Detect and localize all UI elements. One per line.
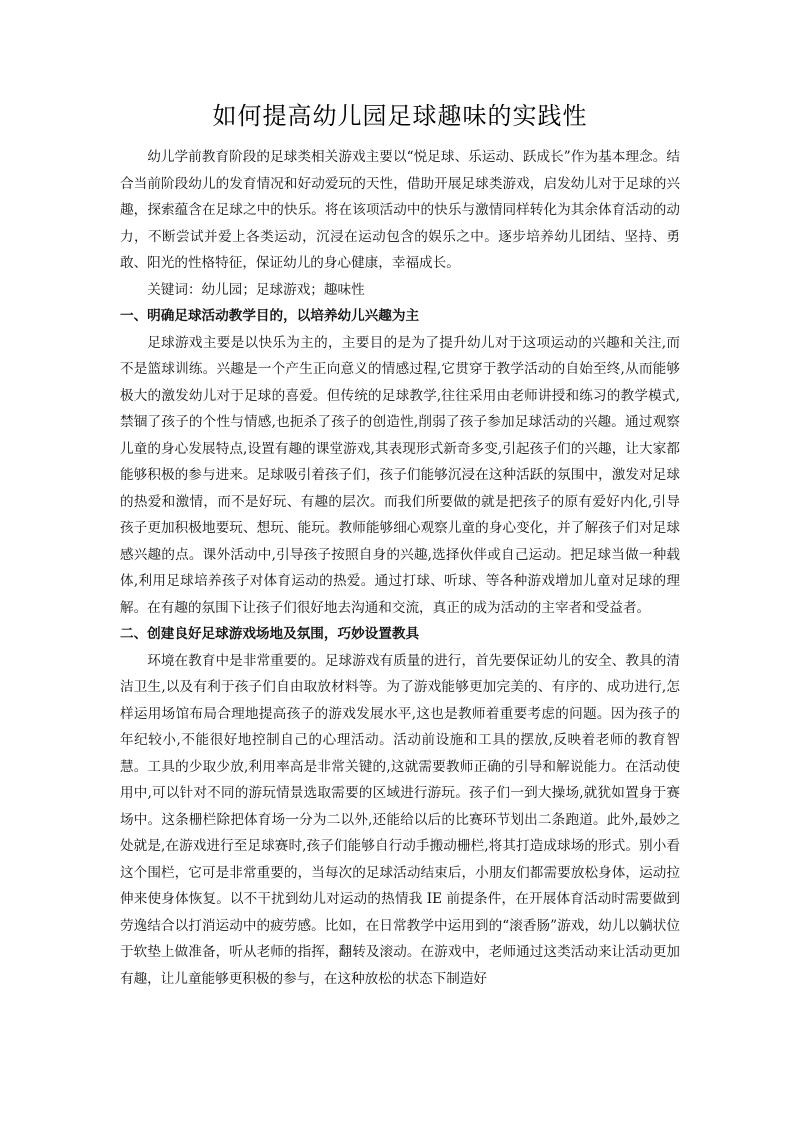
section2-body: 环境在教育中是非常重要的。足球游戏有质量的进行，首先要保证幼儿的安全、教具的清洁卫生,以及有利于孩子们自由取放材料等。为了游戏能够更加完美的、有序的、成功进行,怎样运用场馆布局合理地提高孩子的游戏发展水平,这也是教师着重要考虑的问题。因为孩子的年纪较小,不能很好地控制自己的心理活动。活动前设施和工具的摆放,反映着老师的教育智慧。工具的少取少放,利用率高是非常关键的,这就需要教师正确的引导和解说能力。在活动使用中,可以针对不同的游玩情景选取需要的区域进行游玩。孩子们一到大操场,就犹如置身于赛场中。这条栅栏除把体育场一分为二以外,还能给以后的比赛环节划出二条跑道。此外,最妙之处就是,在游戏进行至足球赛时,孩子们能够自行动手搬动栅栏,将其打造成球场的形式。别小看这个围栏，它可是非常重要的，当每次的足球活动结束后，小朋友们都需要放松身体，运动拉伸来使身体恢复。以不干扰到幼儿对运动的热情我 IE 前提条件，在开展体育活动时需要做到劳逸结合以打消运动中的疲劳感。比如，在日常教学中运用到的“滚香肠”游戏，幼儿以躺状位于软垫上做准备，听从老师的指挥，翻转及滚动。在游戏中，老师通过这类活动来让活动更加有趣，让儿童能够更积极的参与，在这种放松的状态下制造好: [120, 652, 680, 987]
keywords-line: 关键词：幼儿园；足球游戏；趣味性: [147, 281, 365, 298]
section2-heading: 二、创建良好足球游戏场地及氛围，巧妙设置教具: [120, 626, 420, 642]
document-page: [120, 98, 680, 992]
section1-body: 足球游戏主要是以快乐为主的，主要目的是为了提升幼儿对于这项运动的兴趣和关注,而不是篮球训练。兴趣是一个产生正向意义的情感过程,它贯穿于教学活动的自始至终,从而能够极大的激发幼儿对于足球的喜爱。但传统的足球教学,往往采用由老师讲授和练习的教学模式,禁锢了孩子的个性与情感,也扼杀了孩子的创造性,削弱了孩子参加足球活动的兴趣。通过观察儿童的身心发展特点,设置有趣的课堂游戏,其表现形式新奇多变,引起孩子们的兴趣，让大家都能够积极的参与进来。足球吸引着孩子们，孩子们能够沉浸在这种活跃的氛围中，激发对足球的热爱和激情，而不是好玩、有趣的层次。而我们所要做的就是把孩子的原有爱好内化,引导孩子更加积极地要玩、想玩、能玩。教师能够细心观察儿童的身心变化，并了解孩子们对足球感兴趣的点。课外活动中,引导孩子按照自身的兴趣,选择伙伴或自己运动。把足球当做一种载体,利用足球培养孩子对体育运动的热爱。通过打球、听球、等各种游戏增加儿童对足球的理解。在有趣的氛围下让孩子们很好地去沟通和交流，真正的成为活动的主宰者和受益者。: [120, 334, 680, 616]
document-title: 如何提高幼儿园足球趣味的实践性: [212, 102, 588, 130]
abstract-paragraph: 幼儿学前教育阶段的足球类相关游戏主要以“悦足球、乐运动、跃成长”作为基本理念。结合当前阶段幼儿的发育情况和好动爱玩的天性，借助开展足球类游戏，启发幼儿对于足球的兴趣，探索蕴含在足球之中的快乐。将在该项活动中的快乐与激情同样转化为其余体育活动的动力，不断尝试并爱上各类运动，沉浸在运动包含的娱乐之中。逐步培养幼儿团结、坚持、勇敢、阳光的性格特征，保证幼儿的身心健康，幸福成长。: [120, 149, 680, 271]
section1-heading: 一、明确足球活动教学目的，以培养幼儿兴趣为主: [120, 308, 420, 324]
